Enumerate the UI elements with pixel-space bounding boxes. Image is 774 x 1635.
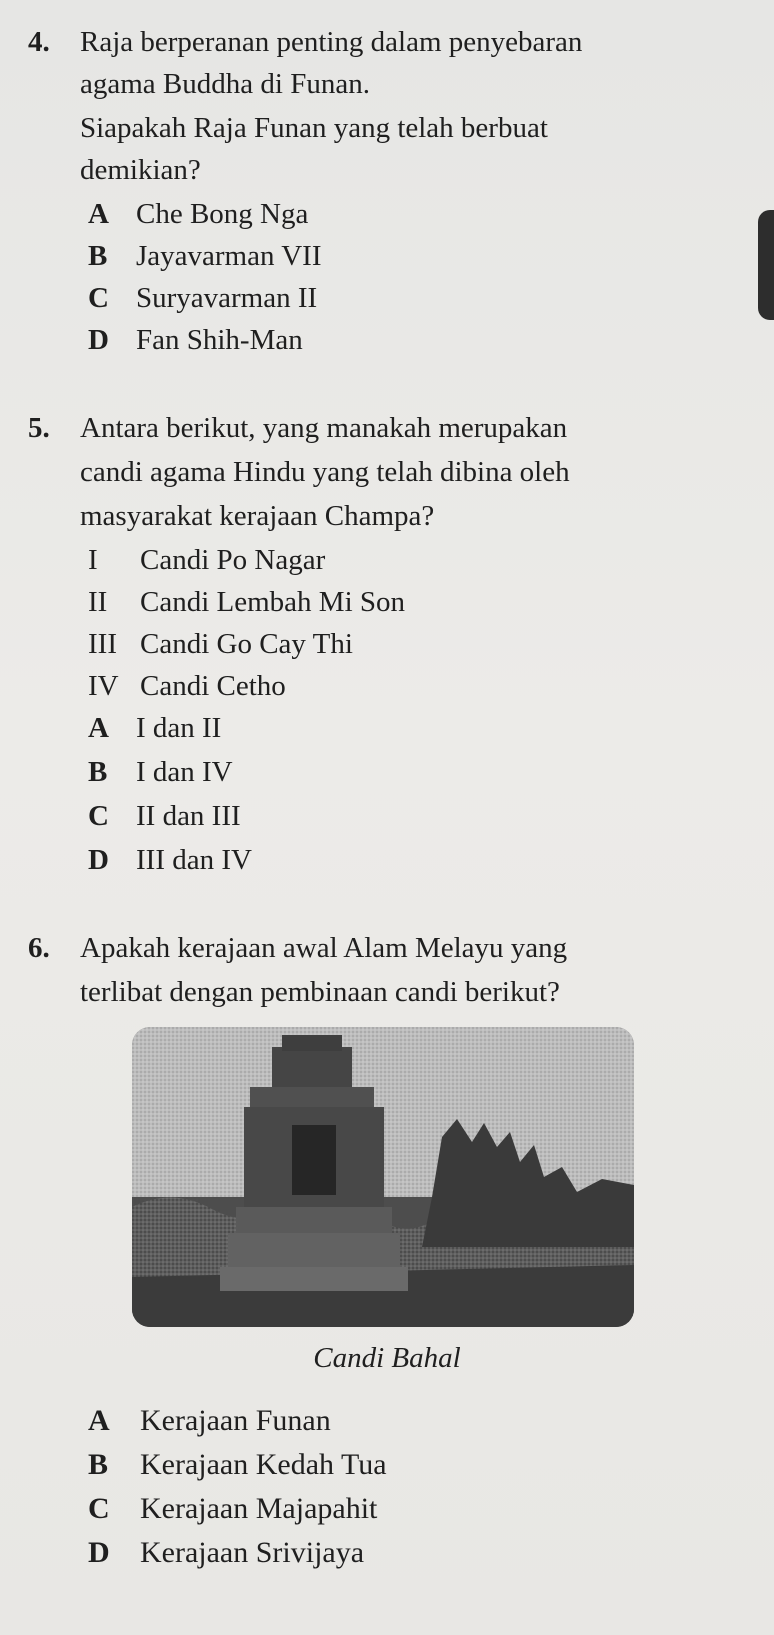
figure-caption: Candi Bahal — [313, 1342, 461, 1374]
statement-text: Candi Lembah Mi Son — [140, 586, 406, 618]
question-6-option-c[interactable] — [88, 1488, 377, 1530]
option-text: Kerajaan Funan — [140, 1404, 331, 1437]
question-6-text-2: terlibat dengan pembinaan candi berikut? — [80, 976, 560, 1008]
option-letter: A — [88, 198, 109, 230]
option-text: I dan II — [136, 712, 222, 744]
question-5-text-1: Antara berikut, yang manakah merupakan — [80, 412, 568, 444]
option-text: Kerajaan Srivijaya — [140, 1536, 365, 1569]
question-6-option-d[interactable] — [88, 1532, 364, 1574]
question-5-number: 5. — [28, 412, 50, 444]
option-text: Jayavarman VII — [136, 240, 322, 272]
statement-text: Candi Po Nagar — [140, 544, 326, 576]
question-6-option-a[interactable] — [88, 1400, 331, 1442]
option-letter: B — [88, 756, 108, 788]
question-4-text-2: agama Buddha di Funan. — [80, 68, 370, 100]
option-letter: C — [88, 282, 109, 314]
option-letter: B — [88, 1448, 109, 1481]
option-text: Kerajaan Majapahit — [140, 1492, 378, 1525]
option-letter: D — [88, 844, 109, 876]
option-letter: C — [88, 800, 109, 832]
page-edge-shadow — [758, 210, 774, 320]
option-letter: A — [88, 712, 109, 744]
option-letter: D — [88, 324, 109, 356]
option-text: II dan III — [136, 800, 241, 832]
option-text: III dan IV — [136, 844, 252, 876]
option-text: Che Bong Nga — [136, 198, 309, 230]
option-letter: A — [88, 1404, 110, 1437]
temple-photo — [132, 1027, 634, 1327]
statement-label: I — [88, 544, 98, 576]
question-6-text-1: Apakah kerajaan awal Alam Melayu yang — [80, 932, 568, 964]
statement-label: IV — [88, 670, 119, 702]
question-4-text-3: Siapakah Raja Funan yang telah berbuat — [80, 112, 548, 144]
question-4-text-1: Raja berperanan penting dalam penyebaran — [80, 26, 583, 58]
question-4-text-4: demikian? — [80, 154, 201, 186]
question-6-number: 6. — [28, 932, 50, 964]
question-4-number: 4. — [28, 26, 50, 58]
option-letter: B — [88, 240, 108, 272]
statement-text: Candi Cetho — [140, 670, 286, 702]
question-5-text-2: candi agama Hindu yang telah dibina oleh — [80, 456, 570, 488]
statement-text: Candi Go Cay Thi — [140, 628, 353, 660]
option-text: Fan Shih-Man — [136, 324, 303, 356]
question-6-option-b[interactable] — [88, 1444, 387, 1486]
temple-photo-illustration — [132, 1027, 634, 1327]
option-letter: C — [88, 1492, 110, 1525]
question-5-text-3: masyarakat kerajaan Champa? — [80, 500, 435, 532]
option-text: Suryavarman II — [136, 282, 318, 314]
option-letter: D — [88, 1536, 110, 1569]
option-text: I dan IV — [136, 756, 233, 788]
statement-label: II — [88, 586, 108, 618]
statement-label: III — [88, 628, 117, 660]
option-text: Kerajaan Kedah Tua — [140, 1448, 387, 1481]
